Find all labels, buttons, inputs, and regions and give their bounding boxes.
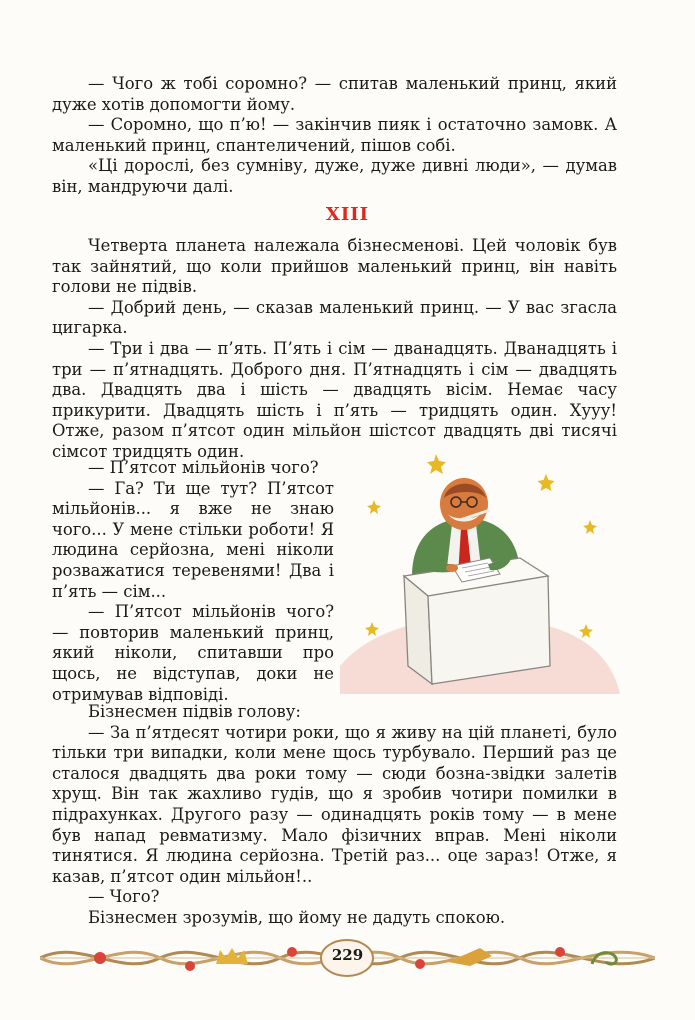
paragraph: — Соромно, що п’ю! — закінчив пияк і остаточно замовк. А маленький принц, спантеличений, пішов собі. bbox=[52, 115, 617, 155]
paragraph: — За п’ятдесят чотири роки, що я живу на цій планеті, було тільки три випадки, коли мене щось турбувало. Перший раз це сталося двадцять два роки тому — сюди бозна-звідки залетів хрущ. Він так жахливо гудів, що я зробив чотири помилки в підрахунках. Другого разу — одинадцять років тому — в мене був напад ревматизму. Мало фізичних вправ. Мені ніколи тинятися. Я людина серйозна. Третій раз... оце зараз! Отже, я казав, п’ятсот один мільйон!.. bbox=[52, 722, 617, 886]
paragraph: Бізнесмен зрозумів, що йому не дадуть спокою. bbox=[88, 907, 506, 927]
paragraph: — Чого? bbox=[88, 887, 160, 907]
paragraph: — Чого ж тобі соромно? — спитав маленький принц, який дуже хотів допомогти йому. bbox=[52, 74, 617, 114]
paragraph: Бізнесмен підвів голову: bbox=[88, 702, 301, 721]
paragraph: «Ці дорослі, без сумніву, дуже, дуже дивні люди», — думав він, мандруючи далі. bbox=[52, 156, 617, 196]
text-block-narrow bbox=[52, 458, 334, 705]
paragraph: — П’ятсот мільйонів чого? bbox=[88, 458, 319, 477]
businessman-illustration bbox=[340, 448, 625, 700]
paragraph: Четверта планета належала бізнесменові. Цей чоловік був так зайнятий, що коли прийшов маленький принц, він навіть голови не підвів. bbox=[52, 236, 617, 297]
text-block-intro bbox=[52, 74, 617, 198]
paragraph: — Га? Ти ще тут? П’ятсот мільйонів... я вже не знаю чого... У мене стільки роботи! Я людина серйозна, мені ніколи розважатися теревенями! Два і п’ять — сім... bbox=[52, 478, 334, 601]
page-number: 229 bbox=[331, 946, 364, 964]
paragraph: — Добрий день, — сказав маленький принц. — У вас згасла цигарка. bbox=[52, 297, 617, 338]
chapter-heading: XIII bbox=[325, 204, 370, 225]
text-block-end bbox=[52, 702, 617, 929]
paragraph: — П’ятсот мільйонів чого? — повторив маленький принц, який ніколи, спитавши про щось, не відступав, доки не отримував відповіді. bbox=[52, 602, 334, 704]
paragraph: — Три і два — п’ять. П’ять і сім — дванадцять. Дванадцять і три — п’ятнадцять. Доброго дня. П’ятнадцять і сім — двадцять два. Двадцять два і шість — двадцять вісім. Немає часу прикурити. Двадцять шість і п’ять — тридцять один. Хууу! Отже, разом п’ятсот один мільйон шістсот двадцять дві тисячі сімсот тридцять один. bbox=[52, 338, 617, 461]
text-block-chapter-start bbox=[52, 236, 617, 463]
